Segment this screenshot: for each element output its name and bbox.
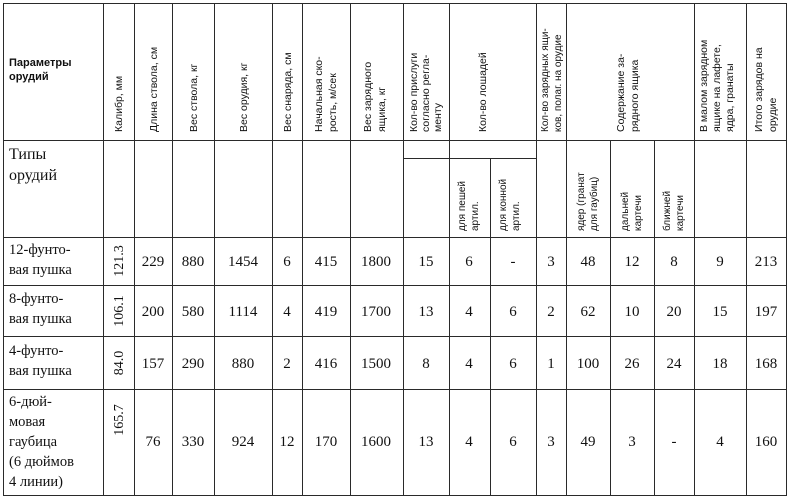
boxes-header: Кол-во зарядных ящи- ков, полаг. на орудие — [540, 28, 564, 132]
table-cell: 100 — [576, 356, 600, 372]
table-cell: 76 — [145, 434, 161, 450]
svg-text:6-дюй- мовая гауби — [9, 394, 78, 490]
table-cell: 13 — [418, 304, 434, 320]
table-cell: 416 — [314, 356, 338, 372]
table-cell: 1600 — [361, 434, 391, 450]
table-cell: 170 — [314, 434, 338, 450]
table-cell: 6 — [283, 254, 291, 270]
table-row — [9, 394, 777, 490]
table-cell: 419 — [314, 304, 338, 320]
table-cell: 49 — [580, 434, 596, 450]
table-cell: - — [510, 254, 516, 270]
row-name-line: вая пушка — [9, 311, 72, 327]
box-weight-header: Вес зарядного ящика, кг — [362, 61, 388, 132]
table-cell: 3 — [547, 434, 555, 450]
svg-text:8-фунто-вая пушка — [9, 291, 72, 327]
table-cell: 4 — [716, 434, 724, 450]
row-name-line: 8-фунто- — [9, 291, 64, 307]
table-cell: 6 — [509, 304, 517, 320]
table-cell: 18 — [712, 356, 728, 372]
table-cell: 200 — [141, 304, 165, 320]
table-cell: 229 — [141, 254, 165, 270]
table-cell: 4 — [465, 434, 473, 450]
types-label: Типы орудий — [9, 146, 58, 184]
barrel-weight-header: Вес ствола, кг — [188, 63, 200, 132]
table-cell: 13 — [418, 434, 434, 450]
table-cell: 6 — [509, 434, 517, 450]
params-header: Параметры орудий — [9, 57, 72, 83]
row-name-line: 6-дюй- — [9, 394, 52, 410]
table-cell: 1500 — [361, 356, 391, 372]
table-row — [9, 291, 778, 327]
horses-header: Кол-во лошадей — [477, 52, 489, 132]
table-cell: 48 — [580, 254, 596, 270]
table-cell: 290 — [181, 356, 205, 372]
table-cell: 8 — [670, 254, 678, 270]
small-box-header: В малом зарядном ящике на лафете, ядра, гранаты — [698, 39, 736, 132]
table-cell: 3 — [547, 254, 555, 270]
table-cell: 197 — [754, 304, 778, 320]
row-name-line: вая пушка — [9, 262, 72, 278]
row-name-line: 12-фунто- — [9, 242, 71, 258]
table-cell: 4 — [465, 356, 473, 372]
row-name-line: 4 линии) — [9, 474, 63, 490]
caliber-cell: 84.0 — [112, 350, 127, 376]
shell-weight-header: Вес снаряда, см — [282, 52, 294, 132]
table-cell: - — [671, 434, 677, 450]
cores-label: ядер (гранат для гаубиц) — [576, 172, 600, 231]
table-cell: 10 — [624, 304, 640, 320]
total-header: Итого зарядов на орудие — [753, 47, 779, 132]
crew-header: Кол-во прислуги согласно регла- менту — [408, 52, 444, 132]
table-cell: 12 — [279, 434, 295, 450]
row-name-line: гаубица — [9, 434, 58, 450]
caliber-header: Калибр, мм — [113, 75, 125, 132]
table-cell: 3 — [628, 434, 636, 450]
table-cell: 15 — [418, 254, 434, 270]
row-name-line: мовая — [9, 414, 46, 430]
table-cell: 168 — [754, 356, 778, 372]
table-cell: 2 — [283, 356, 291, 372]
velocity-header: Начальная ско- рость, м/сек — [313, 56, 339, 132]
row-name-line: (6 дюймов — [9, 454, 74, 470]
table-cell: 20 — [666, 304, 682, 320]
horse-artillery-label: для конной артил. — [498, 178, 522, 231]
table-cell: 580 — [181, 304, 205, 320]
caliber-cell: 165.7 — [112, 404, 127, 436]
table-cell: 12 — [624, 254, 640, 270]
table-cell: 26 — [624, 356, 640, 372]
svg-text:12-фунто-вая пушка — [9, 242, 72, 278]
caliber-cell: 106.1 — [112, 295, 127, 327]
long-case-label: дальней картечи — [620, 191, 644, 231]
table-cell: 157 — [141, 356, 165, 372]
table-cell: 6 — [465, 254, 473, 270]
table-cell: 1454 — [228, 254, 258, 270]
table-row — [9, 343, 777, 379]
table-cell: 4 — [283, 304, 291, 320]
table-cell: 8 — [422, 356, 430, 372]
gun-weight-header: Вес орудия, кг — [238, 62, 250, 132]
table-cell: 9 — [716, 254, 724, 270]
table-cell: 213 — [754, 254, 778, 270]
table-cell: 2 — [547, 304, 555, 320]
box-content-header: Содержание за- рядного ящика — [615, 53, 641, 132]
table-cell: 415 — [314, 254, 338, 270]
table-cell: 15 — [712, 304, 728, 320]
svg-text:4-фунто-вая пушка — [9, 343, 72, 379]
table-cell: 330 — [181, 434, 205, 450]
foot-artillery-label: для пешей артил. — [457, 180, 481, 231]
table-cell: 880 — [231, 356, 255, 372]
table-cell: 1114 — [228, 304, 258, 320]
table-cell: 1800 — [361, 254, 391, 270]
caliber-cell: 121.3 — [112, 245, 127, 277]
barrel-length-header: Длина ствола, см — [148, 46, 160, 132]
table-cell: 1700 — [361, 304, 391, 320]
short-case-label: ближней картечи — [662, 190, 686, 231]
table-cell: 1 — [547, 356, 555, 372]
table-cell: 924 — [231, 434, 255, 450]
table-cell: 4 — [465, 304, 473, 320]
table-cell: 62 — [580, 304, 596, 320]
row-name-line: вая пушка — [9, 363, 72, 379]
table-row — [9, 242, 777, 278]
table-cell: 880 — [181, 254, 205, 270]
table-cell: 24 — [666, 356, 682, 372]
table-cell: 6 — [509, 356, 517, 372]
table-cell: 160 — [754, 434, 778, 450]
row-name-line: 4-фунто- — [9, 343, 64, 359]
